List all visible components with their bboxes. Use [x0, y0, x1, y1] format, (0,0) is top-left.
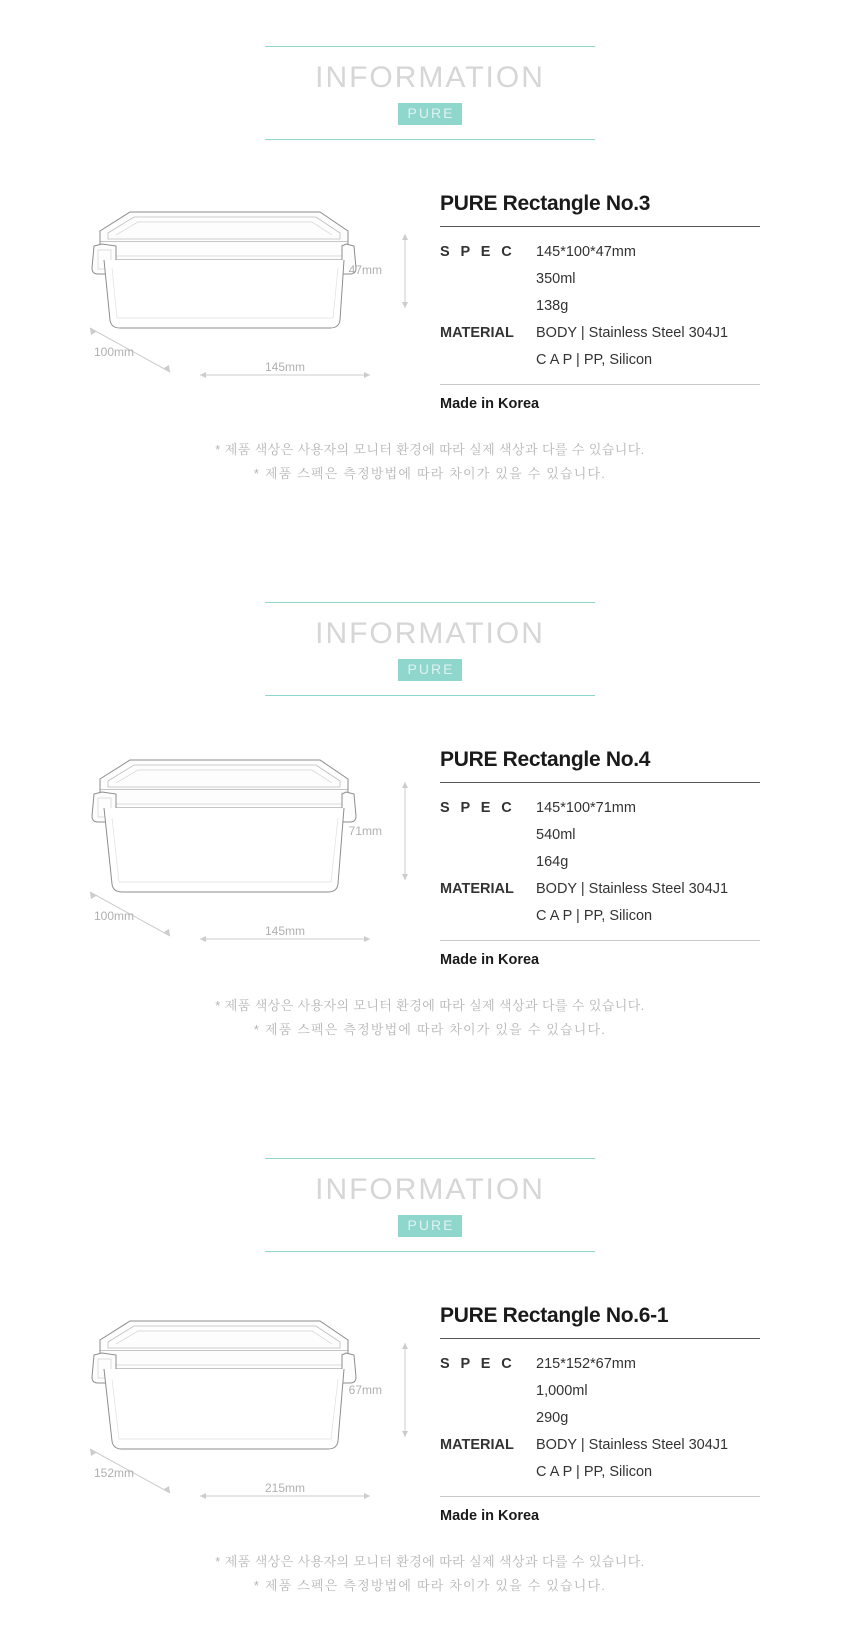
spec-table [440, 795, 760, 930]
spec-blank [440, 1405, 536, 1432]
spec-blank [440, 293, 536, 320]
dim-width-label: 145mm [264, 359, 306, 374]
made-in-label: Made in Korea [440, 940, 760, 968]
spec-row [440, 347, 760, 374]
dim-width-label: 215mm [264, 1480, 306, 1495]
material-label: MATERIAL [440, 1436, 514, 1453]
spec-weight-value: 290g [536, 1409, 569, 1426]
note-line-1: * 제품 색상은 사용자의 모니터 환경에 따라 실제 색상과 다를 수 있습니다. [215, 997, 645, 1013]
product-section-3 [0, 1252, 860, 1608]
made-in-label: Made in Korea [440, 384, 760, 412]
material-cap-value: C A P | PP, Silicon [536, 907, 653, 924]
spec-size-value: 145*100*47mm [536, 243, 636, 260]
spec-weight-value: 138g [536, 297, 569, 314]
material-body-value: BODY | Stainless Steel 304J1 [536, 1436, 729, 1453]
spec-label: S P E C [440, 799, 516, 816]
note-line-2: * 제품 스펙은 측정방법에 따라 차이가 있을 수 있습니다. [253, 1577, 607, 1593]
container-drawing [30, 176, 440, 406]
pure-badge: PURE [398, 659, 463, 681]
product-notes [0, 412, 860, 496]
spec-volume-value: 540ml [536, 826, 576, 843]
dim-depth-label: 100mm [93, 344, 135, 359]
note-line-1: * 제품 색상은 사용자의 모니터 환경에 따라 실제 색상과 다를 수 있습니다. [215, 441, 645, 457]
note-line-2: * 제품 스펙은 측정방법에 따라 차이가 있을 수 있습니다. [253, 465, 607, 481]
product-notes [0, 968, 860, 1052]
product-title: PURE Rectangle No.4 [440, 748, 760, 783]
note-line-1: * 제품 색상은 사용자의 모니터 환경에 따라 실제 색상과 다를 수 있습니다. [215, 1553, 645, 1569]
spec-blank [440, 822, 536, 849]
made-in-label: Made in Korea [440, 1496, 760, 1524]
dim-height-label: 67mm [348, 1382, 382, 1397]
product-section-1 [0, 140, 860, 496]
spec-table [440, 239, 760, 374]
spec-size-value: 145*100*71mm [536, 799, 636, 816]
header-rule-top [265, 1158, 595, 1159]
product-title: PURE Rectangle No.3 [440, 192, 760, 227]
material-body-value: BODY | Stainless Steel 304J1 [536, 880, 729, 897]
material-cap-value: C A P | PP, Silicon [536, 1463, 653, 1480]
spec-table [440, 1351, 760, 1486]
spec-size-value: 215*152*67mm [536, 1355, 636, 1372]
pure-badge: PURE [398, 1215, 463, 1237]
product-notes [0, 1524, 860, 1608]
dim-height-label: 47mm [348, 262, 382, 277]
spec-blank [440, 1378, 536, 1405]
spec-row [440, 903, 760, 930]
spec-row [440, 1378, 760, 1405]
spec-row [440, 795, 760, 822]
information-header-2 [0, 556, 860, 696]
spec-row [440, 1459, 760, 1486]
spec-row [440, 239, 760, 266]
information-title: INFORMATION [315, 616, 545, 650]
spec-row [440, 1405, 760, 1432]
container-drawing [30, 732, 440, 962]
spec-blank [440, 849, 536, 876]
spec-blank [440, 347, 536, 374]
spec-row [440, 1432, 760, 1459]
information-header-3 [0, 1112, 860, 1252]
container-drawing [30, 1288, 440, 1518]
dim-depth-label: 100mm [93, 908, 135, 923]
header-rule-top [265, 46, 595, 47]
dim-depth-label: 152mm [93, 1465, 135, 1480]
spec-volume-value: 1,000ml [536, 1382, 588, 1399]
spec-label: S P E C [440, 1355, 516, 1372]
spec-weight-value: 164g [536, 853, 569, 870]
product-section-2 [0, 696, 860, 1052]
spec-row [440, 849, 760, 876]
spec-label: S P E C [440, 243, 516, 260]
spec-row [440, 266, 760, 293]
material-label: MATERIAL [440, 324, 514, 341]
information-title: INFORMATION [315, 1172, 545, 1206]
pure-badge: PURE [398, 103, 463, 125]
information-header-1 [0, 0, 860, 140]
material-body-value: BODY | Stainless Steel 304J1 [536, 324, 729, 341]
product-spec-2 [440, 696, 840, 968]
product-figure-3 [0, 1252, 440, 1518]
product-title: PURE Rectangle No.6-1 [440, 1304, 760, 1339]
spec-blank [440, 903, 536, 930]
spec-row [440, 1351, 760, 1378]
header-rule-top [265, 602, 595, 603]
spec-blank [440, 266, 536, 293]
spec-blank [440, 1459, 536, 1486]
material-cap-value: C A P | PP, Silicon [536, 351, 653, 368]
product-figure-1 [0, 140, 440, 406]
spec-volume-value: 350ml [536, 270, 576, 287]
dim-height-label: 71mm [348, 823, 382, 838]
spec-row [440, 876, 760, 903]
information-title: INFORMATION [315, 61, 545, 94]
product-spec-3 [440, 1252, 840, 1524]
spec-row [440, 822, 760, 849]
material-label: MATERIAL [440, 880, 514, 897]
dim-width-label: 145mm [264, 923, 306, 938]
product-spec-1 [440, 140, 840, 412]
note-line-2: * 제품 스펙은 측정방법에 따라 차이가 있을 수 있습니다. [253, 1021, 607, 1037]
spec-row [440, 320, 760, 347]
spec-row [440, 293, 760, 320]
product-figure-2 [0, 696, 440, 962]
